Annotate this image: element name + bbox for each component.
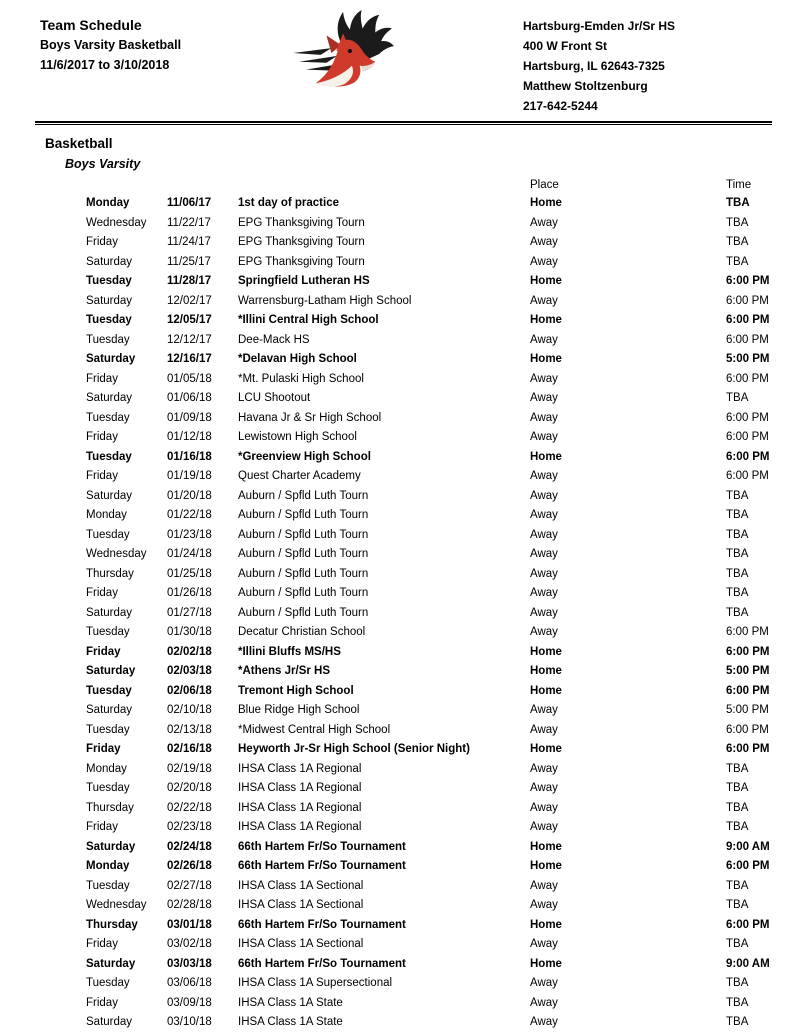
row-day: Saturday <box>86 1016 133 1028</box>
row-event: IHSA Class 1A Sectional <box>238 879 364 892</box>
row-event: IHSA Class 1A State <box>238 996 343 1009</box>
schedule-row <box>86 526 800 546</box>
row-time: 6:00 PM <box>726 470 769 482</box>
row-event: 1st day of practice <box>238 197 339 209</box>
schedule-row <box>86 974 800 994</box>
row-day: Saturday <box>86 840 136 853</box>
row-place: Away <box>530 899 558 911</box>
schedule-row <box>86 623 800 643</box>
row-event: EPG Thanksgiving Tourn <box>238 216 365 229</box>
row-place: Home <box>530 957 562 970</box>
row-date: 01/22/18 <box>167 509 212 521</box>
row-time: TBA <box>726 782 749 794</box>
row-day: Tuesday <box>86 314 132 326</box>
row-place: Home <box>530 353 562 365</box>
row-day: Tuesday <box>86 879 130 892</box>
row-time: TBA <box>726 879 749 892</box>
row-day: Monday <box>86 509 127 521</box>
row-time: TBA <box>726 197 750 209</box>
row-time: 5:00 PM <box>726 665 770 677</box>
row-place: Away <box>530 392 558 404</box>
row-date: 01/26/18 <box>167 587 212 599</box>
row-event: IHSA Class 1A Regional <box>238 821 362 833</box>
row-day: Tuesday <box>86 528 130 541</box>
row-day: Tuesday <box>86 450 132 463</box>
row-date: 01/23/18 <box>167 528 212 541</box>
row-day: Wednesday <box>86 548 147 560</box>
row-event: Springfield Lutheran HS <box>238 275 370 287</box>
row-time: TBA <box>726 216 749 229</box>
row-place: Away <box>530 470 558 482</box>
row-place: Away <box>530 489 558 502</box>
schedule-row <box>86 1013 800 1033</box>
row-time: 6:00 PM <box>726 275 770 287</box>
schedule-row <box>86 857 800 877</box>
row-date: 01/16/18 <box>167 450 212 463</box>
schedule-row <box>86 799 800 819</box>
row-date: 02/23/18 <box>167 821 212 833</box>
schedule-row <box>86 292 800 312</box>
row-day: Friday <box>86 743 121 755</box>
schedule-row <box>86 662 800 682</box>
schedule-row <box>86 896 800 916</box>
row-date: 01/05/18 <box>167 372 212 385</box>
schedule-row <box>86 389 800 409</box>
row-date: 03/03/18 <box>167 957 212 970</box>
row-event: Dee-Mack HS <box>238 333 310 346</box>
schedule-row <box>86 916 800 936</box>
schedule-row <box>86 448 800 468</box>
row-date: 02/20/18 <box>167 782 212 794</box>
header-divider <box>35 121 772 125</box>
row-place: Away <box>530 216 558 229</box>
school-street: 400 W Front St <box>523 39 608 53</box>
contact-phone: 217-642-5244 <box>523 99 598 113</box>
row-event: EPG Thanksgiving Tourn <box>238 255 365 268</box>
row-time: TBA <box>726 567 749 580</box>
row-place: Away <box>530 782 558 794</box>
row-place: Home <box>530 743 562 755</box>
row-day: Friday <box>86 236 118 248</box>
stag-mascot-logo <box>292 8 400 96</box>
row-place: Away <box>530 977 558 989</box>
row-place: Away <box>530 879 558 892</box>
row-event: *Greenview High School <box>238 450 371 463</box>
schedule-row <box>86 955 800 975</box>
row-time: 6:00 PM <box>726 645 770 658</box>
row-event: Auburn / Spfld Luth Tourn <box>238 509 369 521</box>
team-subtitle: Boys Varsity Basketball <box>40 38 182 52</box>
row-event: IHSA Class 1A Regional <box>238 762 362 775</box>
schedule-row <box>86 506 800 526</box>
row-time: 6:00 PM <box>726 411 769 424</box>
row-event: EPG Thanksgiving Tourn <box>238 236 365 248</box>
row-event: IHSA Class 1A State <box>238 1016 343 1028</box>
row-event: *Delavan High School <box>238 353 357 365</box>
row-time: 6:00 PM <box>726 626 769 638</box>
row-event: LCU Shootout <box>238 392 311 404</box>
row-event: Blue Ridge High School <box>238 704 360 716</box>
schedule-row <box>86 253 800 273</box>
row-date: 12/16/17 <box>167 353 212 365</box>
row-place: Home <box>530 665 562 677</box>
row-time: 5:00 PM <box>726 353 770 365</box>
row-place: Away <box>530 294 558 307</box>
column-header-row <box>86 177 800 194</box>
row-time: TBA <box>726 392 749 404</box>
row-time: 6:00 PM <box>726 333 769 346</box>
row-day: Saturday <box>86 392 133 404</box>
row-time: 6:00 PM <box>726 294 769 307</box>
row-day: Tuesday <box>86 275 132 287</box>
sport-heading: Basketball <box>45 136 113 151</box>
row-day: Saturday <box>86 957 136 970</box>
row-place: Home <box>530 860 562 872</box>
row-time: 6:00 PM <box>726 860 770 872</box>
row-day: Tuesday <box>86 626 130 638</box>
schedule-row <box>86 409 800 429</box>
row-event: Havana Jr & Sr High School <box>238 411 382 424</box>
row-event: IHSA Class 1A Regional <box>238 782 362 794</box>
row-time: TBA <box>726 587 749 599</box>
row-event: IHSA Class 1A Sectional <box>238 899 364 911</box>
row-day: Saturday <box>86 255 133 268</box>
schedule-row <box>86 838 800 858</box>
row-day: Saturday <box>86 353 136 365</box>
row-event: Auburn / Spfld Luth Tourn <box>238 606 369 619</box>
row-time: TBA <box>726 899 749 911</box>
row-day: Tuesday <box>86 684 132 697</box>
schedule-rows <box>0 194 800 1033</box>
row-time: 6:00 PM <box>726 723 769 736</box>
row-date: 11/28/17 <box>167 275 212 287</box>
row-date: 02/24/18 <box>167 840 212 853</box>
row-event: IHSA Class 1A Sectional <box>238 938 364 950</box>
row-place: Away <box>530 548 558 560</box>
row-date: 02/06/18 <box>167 684 212 697</box>
row-event: *Midwest Central High School <box>238 723 391 736</box>
schedule-row <box>86 935 800 955</box>
row-event: *Athens Jr/Sr HS <box>238 665 331 677</box>
row-event: 66th Hartem Fr/So Tournament <box>238 840 406 853</box>
row-time: TBA <box>726 509 749 521</box>
row-time: TBA <box>726 762 749 775</box>
school-name: Hartsburg-Emden Jr/Sr HS <box>523 19 676 33</box>
row-event: 66th Hartem Fr/So Tournament <box>238 860 406 872</box>
row-place: Away <box>530 567 558 580</box>
schedule-row <box>86 467 800 487</box>
row-day: Friday <box>86 996 118 1009</box>
schedule-row <box>86 487 800 507</box>
row-date: 01/06/18 <box>167 392 212 404</box>
row-date: 02/16/18 <box>167 743 212 755</box>
row-day: Tuesday <box>86 333 130 346</box>
row-place: Away <box>530 236 558 248</box>
row-day: Saturday <box>86 489 133 502</box>
row-place: Away <box>530 762 558 775</box>
row-day: Friday <box>86 470 118 482</box>
schedule-row <box>86 584 800 604</box>
row-day: Tuesday <box>86 977 130 989</box>
row-event: Warrensburg-Latham High School <box>238 294 412 307</box>
row-day: Friday <box>86 938 118 950</box>
row-day: Tuesday <box>86 782 130 794</box>
row-day: Saturday <box>86 294 133 307</box>
schedule-row <box>86 701 800 721</box>
schedule-row <box>86 233 800 253</box>
row-date: 11/22/17 <box>167 216 211 229</box>
row-event: Decatur Christian School <box>238 626 366 638</box>
row-place: Away <box>530 606 558 619</box>
schedule-row <box>86 350 800 370</box>
row-place: Home <box>530 450 562 463</box>
row-event: Auburn / Spfld Luth Tourn <box>238 548 369 560</box>
row-date: 02/02/18 <box>167 645 212 658</box>
row-time: TBA <box>726 528 749 541</box>
row-day: Thursday <box>86 918 138 931</box>
row-place: Away <box>530 372 558 385</box>
row-day: Friday <box>86 431 118 443</box>
schedule-row <box>86 643 800 663</box>
row-date: 03/02/18 <box>167 938 212 950</box>
row-date: 03/10/18 <box>167 1016 212 1028</box>
row-date: 01/12/18 <box>167 431 212 443</box>
row-place: Away <box>530 704 558 716</box>
row-time: 6:00 PM <box>726 372 769 385</box>
schedule-row <box>86 545 800 565</box>
schedule-row <box>86 214 800 234</box>
schedule-row <box>86 370 800 390</box>
row-date: 01/24/18 <box>167 548 212 560</box>
row-place: Away <box>530 411 558 424</box>
row-date: 03/09/18 <box>167 996 212 1009</box>
row-event: Lewistown High School <box>238 431 357 443</box>
row-day: Saturday <box>86 606 133 619</box>
row-time: TBA <box>726 236 749 248</box>
row-time: TBA <box>726 977 749 989</box>
schedule-row <box>86 194 800 214</box>
row-date: 11/25/17 <box>167 255 211 268</box>
row-event: Auburn / Spfld Luth Tourn <box>238 489 369 502</box>
row-day: Wednesday <box>86 216 147 229</box>
row-place: Away <box>530 509 558 521</box>
row-day: Monday <box>86 197 130 209</box>
row-place: Home <box>530 197 562 209</box>
row-time: 6:00 PM <box>726 743 770 755</box>
schedule-row <box>86 311 800 331</box>
row-place: Away <box>530 723 558 736</box>
contact-person: Matthew Stoltzenburg <box>523 79 648 93</box>
row-time: 9:00 AM <box>726 840 770 853</box>
row-date: 02/10/18 <box>167 704 212 716</box>
row-place: Home <box>530 645 562 658</box>
row-time: TBA <box>726 606 749 619</box>
row-date: 01/19/18 <box>167 470 212 482</box>
row-date: 01/30/18 <box>167 626 212 638</box>
row-day: Saturday <box>86 704 133 716</box>
row-time: TBA <box>726 489 749 502</box>
place-column-header: Place <box>530 179 559 191</box>
row-date: 01/25/18 <box>167 567 212 580</box>
row-time: 6:00 PM <box>726 314 770 326</box>
schedule-row <box>86 682 800 702</box>
row-date: 11/06/17 <box>167 197 212 209</box>
row-day: Thursday <box>86 801 134 814</box>
schedule-row <box>86 994 800 1014</box>
schedule-row <box>86 428 800 448</box>
row-time: 9:00 AM <box>726 957 770 970</box>
row-place: Home <box>530 918 562 931</box>
schedule-row <box>86 721 800 741</box>
row-event: Tremont High School <box>238 684 354 697</box>
row-event: IHSA Class 1A Regional <box>238 801 362 814</box>
schedule-row <box>86 331 800 351</box>
row-date: 03/01/18 <box>167 918 212 931</box>
schedule-row <box>86 779 800 799</box>
row-place: Away <box>530 938 558 950</box>
row-event: Auburn / Spfld Luth Tourn <box>238 587 369 599</box>
row-date: 03/06/18 <box>167 977 212 989</box>
row-time: 6:00 PM <box>726 431 769 443</box>
row-place: Away <box>530 626 558 638</box>
row-event: *Mt. Pulaski High School <box>238 372 364 385</box>
row-day: Friday <box>86 372 118 385</box>
row-event: IHSA Class 1A Supersectional <box>238 977 393 989</box>
team-heading: Boys Varsity <box>65 157 141 171</box>
row-date: 12/12/17 <box>167 333 212 346</box>
row-place: Away <box>530 821 558 833</box>
row-day: Monday <box>86 860 130 872</box>
row-day: Tuesday <box>86 411 130 424</box>
row-date: 12/02/17 <box>167 294 212 307</box>
row-place: Away <box>530 255 558 268</box>
row-place: Away <box>530 431 558 443</box>
school-contact-block <box>523 16 675 116</box>
row-place: Home <box>530 684 562 697</box>
row-place: Away <box>530 801 558 814</box>
schedule-row <box>86 877 800 897</box>
row-date: 11/24/17 <box>167 236 211 248</box>
row-day: Thursday <box>86 567 134 580</box>
row-event: Heyworth Jr-Sr High School (Senior Night) <box>238 743 470 755</box>
row-date: 02/13/18 <box>167 723 212 736</box>
document-title-block <box>40 15 181 75</box>
schedule-row <box>86 740 800 760</box>
row-date: 02/03/18 <box>167 665 212 677</box>
schedule-row <box>86 818 800 838</box>
row-date: 02/27/18 <box>167 879 212 892</box>
row-place: Away <box>530 1016 558 1028</box>
row-time: TBA <box>726 801 749 814</box>
row-time: TBA <box>726 938 749 950</box>
row-day: Wednesday <box>86 899 147 911</box>
row-date: 02/26/18 <box>167 860 212 872</box>
row-place: Away <box>530 333 558 346</box>
row-event: Auburn / Spfld Luth Tourn <box>238 528 369 541</box>
school-city: Hartsburg, IL 62643-7325 <box>523 59 665 73</box>
row-date: 12/05/17 <box>167 314 212 326</box>
row-date: 01/20/18 <box>167 489 212 502</box>
row-date: 02/22/18 <box>167 801 212 814</box>
row-date: 02/28/18 <box>167 899 212 911</box>
row-day: Saturday <box>86 665 136 677</box>
row-time: TBA <box>726 996 749 1009</box>
row-event: Auburn / Spfld Luth Tourn <box>238 567 369 580</box>
row-time: TBA <box>726 548 749 560</box>
row-time: TBA <box>726 255 749 268</box>
row-day: Monday <box>86 762 127 775</box>
season-date-range: 11/6/2017 to 3/10/2018 <box>40 58 170 72</box>
row-day: Friday <box>86 821 118 833</box>
row-time: 6:00 PM <box>726 450 770 463</box>
row-place: Home <box>530 275 562 287</box>
row-day: Tuesday <box>86 723 130 736</box>
row-place: Home <box>530 314 562 326</box>
row-time: TBA <box>726 821 749 833</box>
row-event: *Illini Central High School <box>238 314 379 326</box>
schedule-row <box>86 760 800 780</box>
row-day: Friday <box>86 587 118 599</box>
row-place: Away <box>530 587 558 599</box>
time-column-header: Time <box>726 179 752 191</box>
row-time: 6:00 PM <box>726 684 770 697</box>
row-place: Away <box>530 996 558 1009</box>
row-event: Quest Charter Academy <box>238 470 361 482</box>
row-time: 5:00 PM <box>726 704 769 716</box>
schedule-row <box>86 272 800 292</box>
row-event: 66th Hartem Fr/So Tournament <box>238 957 406 970</box>
row-date: 01/27/18 <box>167 606 212 619</box>
row-date: 01/09/18 <box>167 411 212 424</box>
schedule-row <box>86 604 800 624</box>
schedule-row <box>86 565 800 585</box>
row-time: TBA <box>726 1016 749 1028</box>
row-event: *Illini Bluffs MS/HS <box>238 645 341 658</box>
row-place: Home <box>530 840 562 853</box>
row-place: Away <box>530 528 558 541</box>
row-event: 66th Hartem Fr/So Tournament <box>238 918 406 931</box>
row-date: 02/19/18 <box>167 762 212 775</box>
page-title: Team Schedule <box>40 17 142 33</box>
row-day: Friday <box>86 645 121 658</box>
row-time: 6:00 PM <box>726 918 770 931</box>
